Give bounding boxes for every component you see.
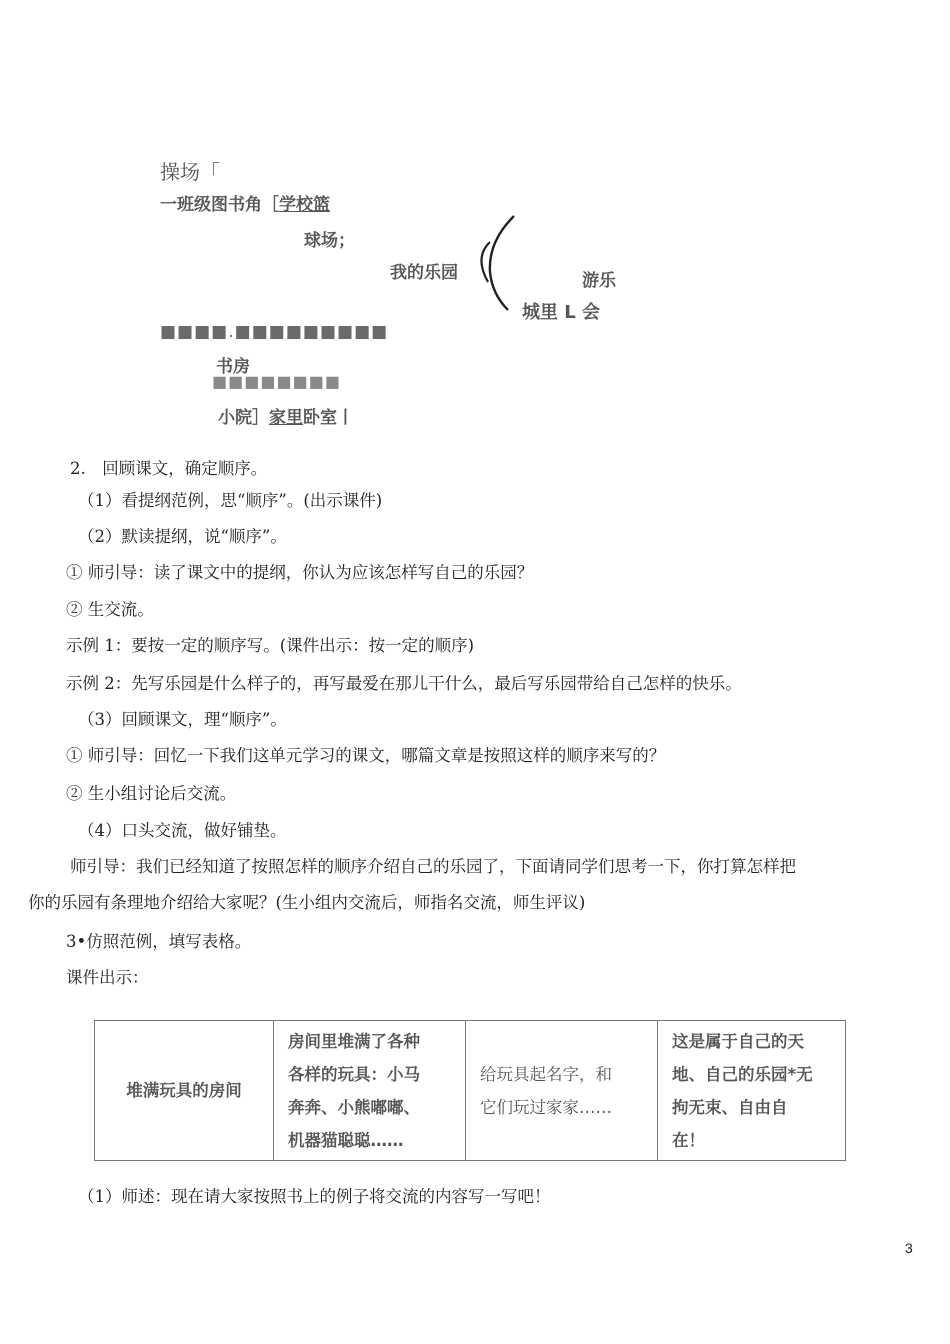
diagram-line-playground: 操场「 <box>160 160 220 184</box>
description-line: 机器猫聪聪…… <box>288 1130 404 1150</box>
paragraph-2-silent-read: （2）默读提纲，说“顺序”。 <box>78 527 287 546</box>
yard-label: 小院］ <box>218 408 269 428</box>
paragraph-teacher-statement: （1）师述：现在请大家按照书上的例子将交流的内容写一写吧！ <box>78 1187 551 1206</box>
bedroom-label: 卧室丨 <box>303 408 354 428</box>
feeling-line: 拘无束、自由自 <box>672 1097 788 1117</box>
diagram-line-court: 球场； <box>304 231 355 251</box>
redacted-line-1: ■■■■.■■■■■■■■■ <box>160 322 389 342</box>
paragraph-example-1: 示例 1：要按一定的顺序写。(课件出示：按一定的顺序) <box>66 636 475 655</box>
paragraph-3-review: （3）回顾课文，理“顺序”。 <box>78 710 287 729</box>
home-label: 家里 <box>269 408 303 428</box>
table-cell-topic <box>95 1021 274 1161</box>
activity-line: 它们玩过家家…… <box>480 1097 612 1117</box>
table-cell-description <box>274 1021 466 1161</box>
diagram-line-reading-corner <box>160 190 330 215</box>
diagram-brace <box>470 212 520 322</box>
table-row <box>95 1021 846 1161</box>
school-link-label: 学校篮 <box>279 195 330 215</box>
diagram-center-label: 我的乐园 <box>390 263 458 283</box>
paragraph-teacher-guide-1: ① 师引导：读了课文中的提纲，你认为应该怎样写自己的乐园？ <box>66 563 534 582</box>
page-number: 3 <box>905 1240 913 1256</box>
paragraph-1-outline: （1）看提纲范例，思“顺序”。(出示课件) <box>78 491 383 510</box>
paragraph-courseware: 课件出示： <box>66 968 149 987</box>
paragraph-2-review: 2. 回顾课文，确定顺序。 <box>70 459 268 478</box>
reading-corner-label: 一班级图书角［ <box>160 195 279 215</box>
table-cell-feeling <box>658 1021 846 1161</box>
paragraph-teacher-guide-3-line1: 师引导：我们已经知道了按照怎样的顺序介绍自己的乐园了，下面请同学们思考一下，你打算怎样把 <box>70 857 796 876</box>
description-line: 奔奔、小熊嘟嘟、 <box>288 1097 420 1117</box>
feeling-line: 在！ <box>672 1130 705 1150</box>
diagram-yard-line <box>218 403 354 428</box>
paragraph-teacher-guide-2: ① 师引导：回忆一下我们这单元学习的课文，哪篇文章是按照这样的顺序来写的？ <box>66 746 666 765</box>
activity-line: 给玩具起名字，和 <box>480 1064 612 1084</box>
description-line: 各样的玩具：小马 <box>288 1064 420 1084</box>
example-table <box>94 1020 846 1161</box>
feeling-line: 这是属于自己的天 <box>672 1031 804 1051</box>
paragraph-group-discussion: ② 生小组讨论后交流。 <box>66 784 237 803</box>
brace-left-curve <box>481 242 490 282</box>
diagram-right-top-label: 游乐 <box>582 271 616 291</box>
brace-right-curve <box>490 216 514 310</box>
paragraph-4-oral: （4）口头交流，做好铺垫。 <box>78 821 287 840</box>
feeling-line: 地、自己的乐园*无 <box>672 1064 813 1084</box>
redacted-line-2: ■■■■■■■■ <box>212 372 341 391</box>
description-line: 房间里堆满了各种 <box>288 1031 420 1051</box>
topic-text: 堆满玩具的房间 <box>126 1081 242 1100</box>
diagram-right-bottom-label: 城里 L 会 <box>522 302 601 323</box>
paragraph-teacher-guide-3-line2: 你的乐园有条理地介绍给大家呢？(生小组内交流后，师指名交流，师生评议) <box>28 893 586 912</box>
paragraph-3-fill-table: 3•仿照范例，填写表格。 <box>66 932 252 951</box>
paragraph-student-exchange: ② 生交流。 <box>66 600 154 619</box>
paragraph-example-2: 示例 2：先写乐园是什么样子的，再写最爱在那儿干什么，最后写乐园带给自己怎样的快乐。 <box>66 674 742 693</box>
diagram-study-label: 书房 <box>216 357 250 377</box>
table-cell-activity <box>466 1021 658 1161</box>
